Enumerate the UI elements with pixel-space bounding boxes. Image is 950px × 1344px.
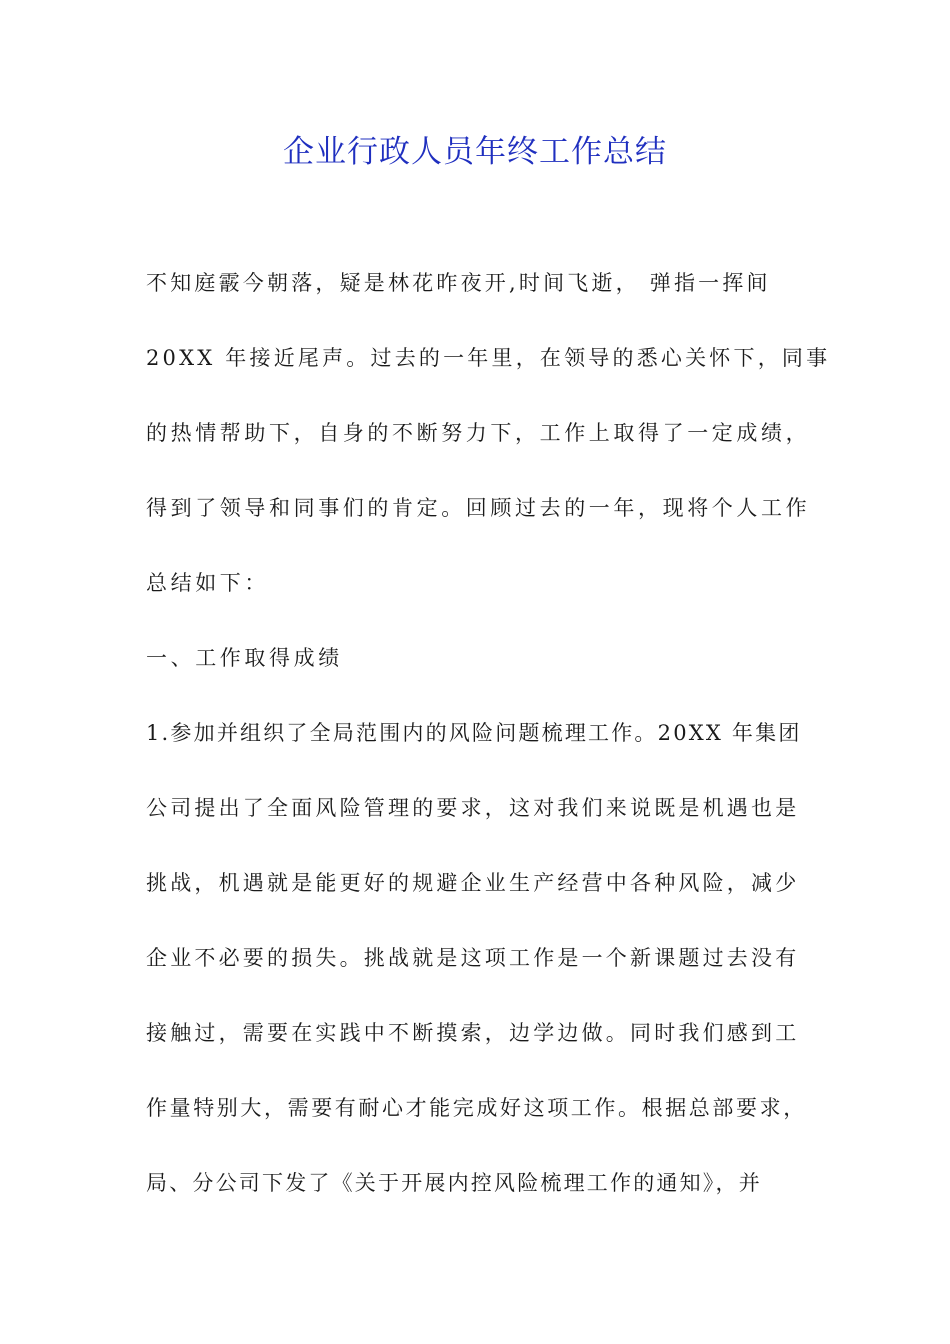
body-line-13: 局、分公司下发了《关于开展内控风险梳理工作的通知》，并	[146, 1171, 762, 1195]
body-line-5: 总结如下：	[146, 571, 269, 595]
document-title: 企业行政人员年终工作总结	[283, 134, 667, 170]
body-line-10: 企业不必要的损失。挑战就是这项工作是一个新课题过去没有	[146, 946, 800, 970]
body-line-9: 挑战，机遇就是能更好的规避企业生产经营中各种风险，减少	[146, 871, 800, 895]
body-line-11: 接触过，需要在实践中不断摸索，边学边做。同时我们感到工	[146, 1021, 800, 1045]
body-line-2: 20XX 年接近尾声。过去的一年里，在领导的悉心关怀下，同事	[146, 346, 831, 370]
body-line-3: 的热情帮助下，自身的不断努力下，工作上取得了一定成绩，	[146, 421, 811, 445]
body-line-8: 公司提出了全面风险管理的要求，这对我们来说既是机遇也是	[146, 796, 800, 820]
section-heading-achievements: 一、工作取得成绩	[146, 646, 343, 670]
body-line-7: 1.参加并组织了全局范围内的风险问题梳理工作。20XX 年集团	[146, 721, 802, 745]
body-line-1: 不知庭霰今朝落，疑是林花昨夜开,时间飞逝， 弹指一挥间	[146, 271, 771, 295]
body-line-4: 得到了领导和同事们的肯定。回顾过去的一年，现将个人工作	[146, 496, 811, 520]
body-line-12: 作量特别大，需要有耐心才能完成好这项工作。根据总部要求，	[146, 1096, 807, 1120]
